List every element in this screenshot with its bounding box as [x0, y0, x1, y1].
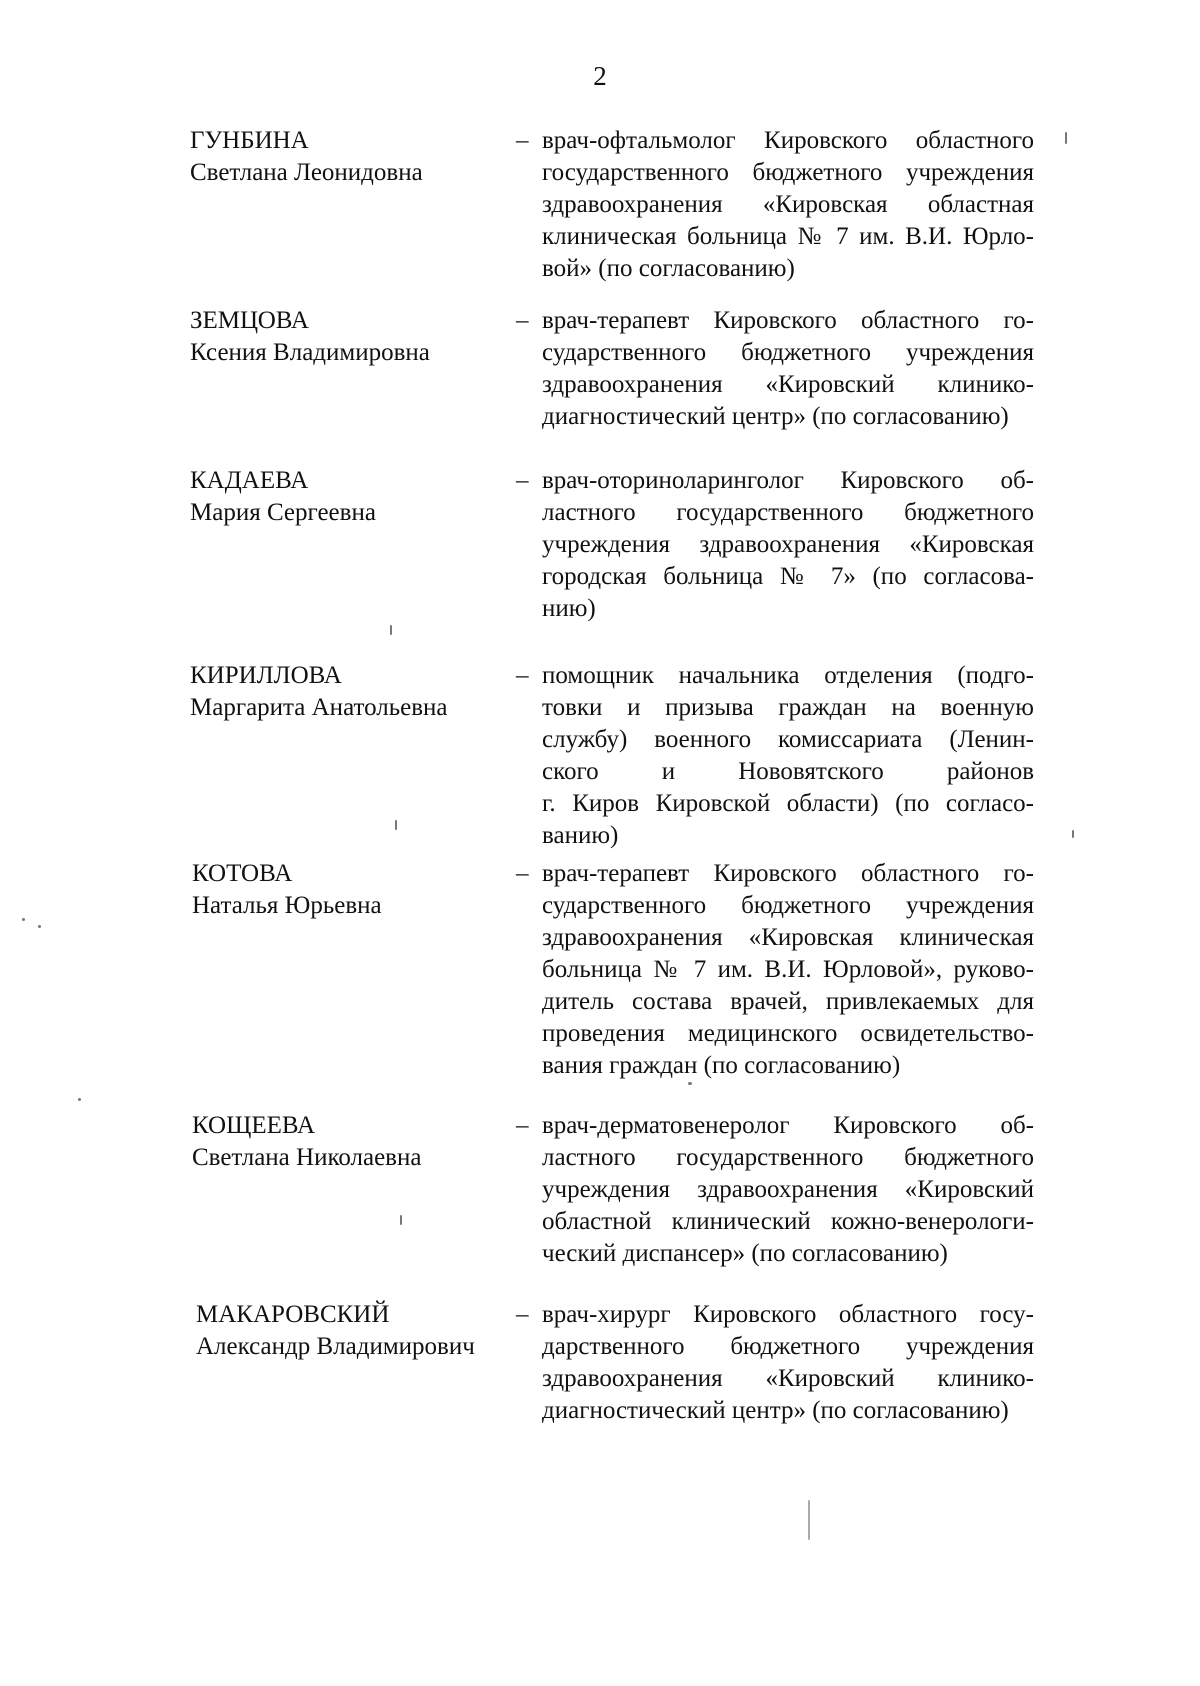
- description-line: ческий диспансер» (по согласованию): [542, 1240, 948, 1267]
- description-line: областной клинический кожно-венерологи-: [542, 1208, 1034, 1235]
- member-given-names: Ксения Владимировна: [190, 339, 430, 366]
- member-description: [542, 1110, 1034, 1270]
- member-description: [542, 1299, 1034, 1427]
- member-name: [192, 1110, 512, 1174]
- member-given-names: Мария Сергеевна: [190, 499, 376, 526]
- member-name: [190, 660, 510, 724]
- entry-dash: –: [516, 860, 529, 887]
- member-given-names: Светлана Николаевна: [192, 1144, 422, 1171]
- entry-dash: –: [516, 127, 529, 154]
- description-line: диагностический центр» (по согласованию): [542, 1397, 1009, 1424]
- scan-speck: [688, 1082, 692, 1085]
- description-line: врач-терапевт Кировского областного го-: [542, 860, 1034, 887]
- description-line: учреждения здравоохранения «Кировская: [542, 531, 1034, 558]
- description-line: дарственного бюджетного учреждения: [542, 1333, 1034, 1360]
- description-line: сударственного бюджетного учреждения: [542, 892, 1034, 919]
- member-name: [192, 858, 512, 922]
- scan-speck: [38, 925, 41, 928]
- description-line: ластного государственного бюджетного: [542, 499, 1034, 526]
- member-surname: ГУНБИНА: [190, 127, 309, 154]
- member-surname: КОТОВА: [192, 860, 293, 887]
- description-line: больница № 7 им. В.И. Юрловой», руково-: [542, 956, 1034, 983]
- member-given-names: Маргарита Анатольевна: [190, 694, 448, 721]
- scan-speck: [1065, 132, 1067, 144]
- member-description: [542, 660, 1034, 852]
- description-line: товки и призыва граждан на военную: [542, 694, 1034, 721]
- description-line: сударственного бюджетного учреждения: [542, 339, 1034, 366]
- description-line: врач-терапевт Кировского областного го-: [542, 307, 1034, 334]
- description-line: ластного государственного бюджетного: [542, 1144, 1034, 1171]
- description-line: вания граждан (по согласованию): [542, 1052, 901, 1079]
- description-line: здравоохранения «Кировская областная: [542, 191, 1034, 218]
- description-line: врач-оториноларинголог Кировского об-: [542, 467, 1034, 494]
- description-line: врач-офтальмолог Кировского областного: [542, 127, 1034, 154]
- scan-speck: [395, 820, 397, 830]
- member-surname: ЗЕМЦОВА: [190, 307, 309, 334]
- scan-speck: [390, 625, 392, 635]
- member-name: [190, 125, 510, 189]
- entry-dash: –: [516, 1301, 529, 1328]
- description-line: дитель состава врачей, привлекаемых для: [542, 988, 1034, 1015]
- description-line: врач-дерматовенеролог Кировского об-: [542, 1112, 1034, 1139]
- member-description: [542, 305, 1034, 433]
- member-surname: МАКАРОВСКИЙ: [196, 1301, 390, 1328]
- description-line: диагностический центр» (по согласованию): [542, 403, 1009, 430]
- member-given-names: Наталья Юрьевна: [192, 892, 382, 919]
- description-line: здравоохранения «Кировская клиническая: [542, 924, 1034, 951]
- description-line: здравоохранения «Кировский клинико-: [542, 371, 1034, 398]
- member-given-names: Александр Владимирович: [196, 1333, 475, 1360]
- entry-dash: –: [516, 1112, 529, 1139]
- scan-speck: [78, 1098, 81, 1101]
- description-line: ванию): [542, 822, 619, 849]
- description-line: государственного бюджетного учреждения: [542, 159, 1034, 186]
- entry-dash: –: [516, 307, 529, 334]
- description-line: городская больница № 7» (по согласова-: [542, 563, 1034, 590]
- member-description: [542, 858, 1034, 1082]
- scan-speck: [808, 1500, 810, 1540]
- description-line: учреждения здравоохранения «Кировский: [542, 1176, 1034, 1203]
- member-name: [196, 1299, 516, 1363]
- description-line: врач-хирург Кировского областного госу-: [542, 1301, 1034, 1328]
- scan-speck: [22, 918, 25, 921]
- member-given-names: Светлана Леонидовна: [190, 159, 423, 186]
- entry-dash: –: [516, 467, 529, 494]
- description-line: ского и Нововятского районов: [542, 758, 1034, 785]
- description-line: вой» (по согласованию): [542, 255, 795, 282]
- member-description: [542, 465, 1034, 625]
- description-line: клиническая больница № 7 им. В.И. Юрло-: [542, 223, 1034, 250]
- description-line: помощник начальника отделения (подго-: [542, 662, 1034, 689]
- description-line: здравоохранения «Кировский клинико-: [542, 1365, 1034, 1392]
- member-name: [190, 465, 510, 529]
- description-line: г. Киров Кировской области) (по согласо-: [542, 790, 1034, 817]
- member-name: [190, 305, 510, 369]
- member-description: [542, 125, 1034, 285]
- description-line: нию): [542, 595, 596, 622]
- entry-dash: –: [516, 662, 529, 689]
- member-surname: КОЩЕЕВА: [192, 1112, 316, 1139]
- description-line: проведения медицинского освидетельство-: [542, 1020, 1034, 1047]
- page-number: 2: [593, 61, 607, 91]
- member-surname: КИРИЛЛОВА: [190, 662, 342, 689]
- description-line: службу) военного комиссариата (Ленин-: [542, 726, 1034, 753]
- scan-speck: [1072, 830, 1074, 838]
- scan-speck: [400, 1215, 402, 1225]
- member-surname: КАДАЕВА: [190, 467, 309, 494]
